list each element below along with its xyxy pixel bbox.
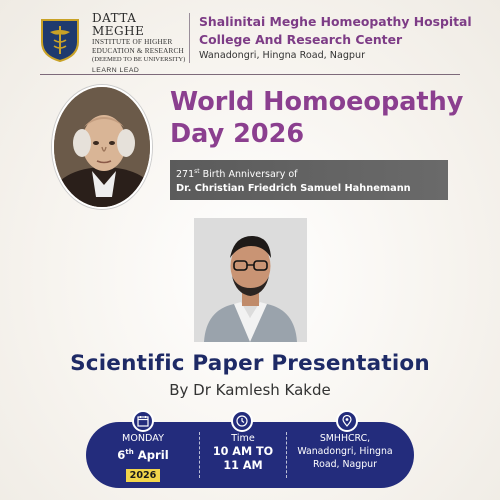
clock-icon — [231, 410, 253, 432]
main-title-line1: World Homoeopathy — [170, 87, 464, 117]
event-month: April — [133, 447, 169, 462]
university-line1: INSTITUTE OF HIGHER — [92, 38, 173, 46]
speaker-photo — [194, 218, 307, 342]
event-year-badge: 2026 — [126, 469, 161, 482]
event-day-month — [100, 445, 186, 463]
university-motto: LEARN LEAD — [92, 67, 140, 75]
anniversary-suffix: st — [194, 168, 200, 175]
event-time-end: 11 AM — [223, 459, 263, 472]
event-venue-line1: SMHHCRC, — [319, 433, 371, 444]
event-day-number: 6 — [117, 447, 126, 462]
main-title-line2: Day 2026 — [170, 119, 305, 149]
college-block — [199, 13, 489, 61]
college-name-line1: Shalinitai Meghe Homeopathy Hospital — [199, 14, 472, 29]
header — [0, 0, 500, 76]
calendar-icon — [132, 410, 154, 432]
event-day: MONDAY — [122, 433, 164, 444]
main-title — [170, 86, 490, 150]
university-block — [92, 12, 192, 74]
anniversary-box — [170, 160, 448, 200]
header-rule — [40, 74, 460, 75]
university-line2: EDUCATION & RESEARCH — [92, 46, 184, 55]
event-venue-line2: Wanadongri, Hingna — [297, 446, 393, 457]
event-day-suffix: th — [125, 448, 134, 456]
event-speaker: By Dr Kamlesh Kakde — [169, 381, 331, 399]
anniversary-name: Dr. Christian Friedrich Samuel Hahnemann — [176, 183, 411, 195]
university-crest-icon — [40, 18, 80, 62]
event-time — [200, 432, 286, 473]
anniversary-rest: Birth Anniversary of — [199, 169, 298, 181]
location-pin-icon — [336, 410, 358, 432]
anniversary-line — [176, 165, 448, 181]
header-divider — [189, 13, 190, 63]
event-venue — [286, 432, 404, 471]
hahnemann-portrait — [52, 85, 152, 209]
university-name: DATTA MEGHE — [92, 11, 145, 38]
event-date — [100, 432, 186, 482]
college-address: Wanadongri, Hingna Road, Nagpur — [199, 50, 366, 61]
event-venue-line3: Road, Nagpur — [313, 459, 377, 470]
anniversary-number: 271 — [176, 169, 195, 181]
event-title: Scientific Paper Presentation — [70, 351, 430, 376]
college-name-line2: College And Research Center — [199, 32, 403, 47]
event-time-start: 10 AM TO — [212, 445, 274, 458]
event-time-label: Time — [231, 433, 255, 444]
university-deemed: (DEEMED TO BE UNIVERSITY) — [92, 56, 186, 64]
